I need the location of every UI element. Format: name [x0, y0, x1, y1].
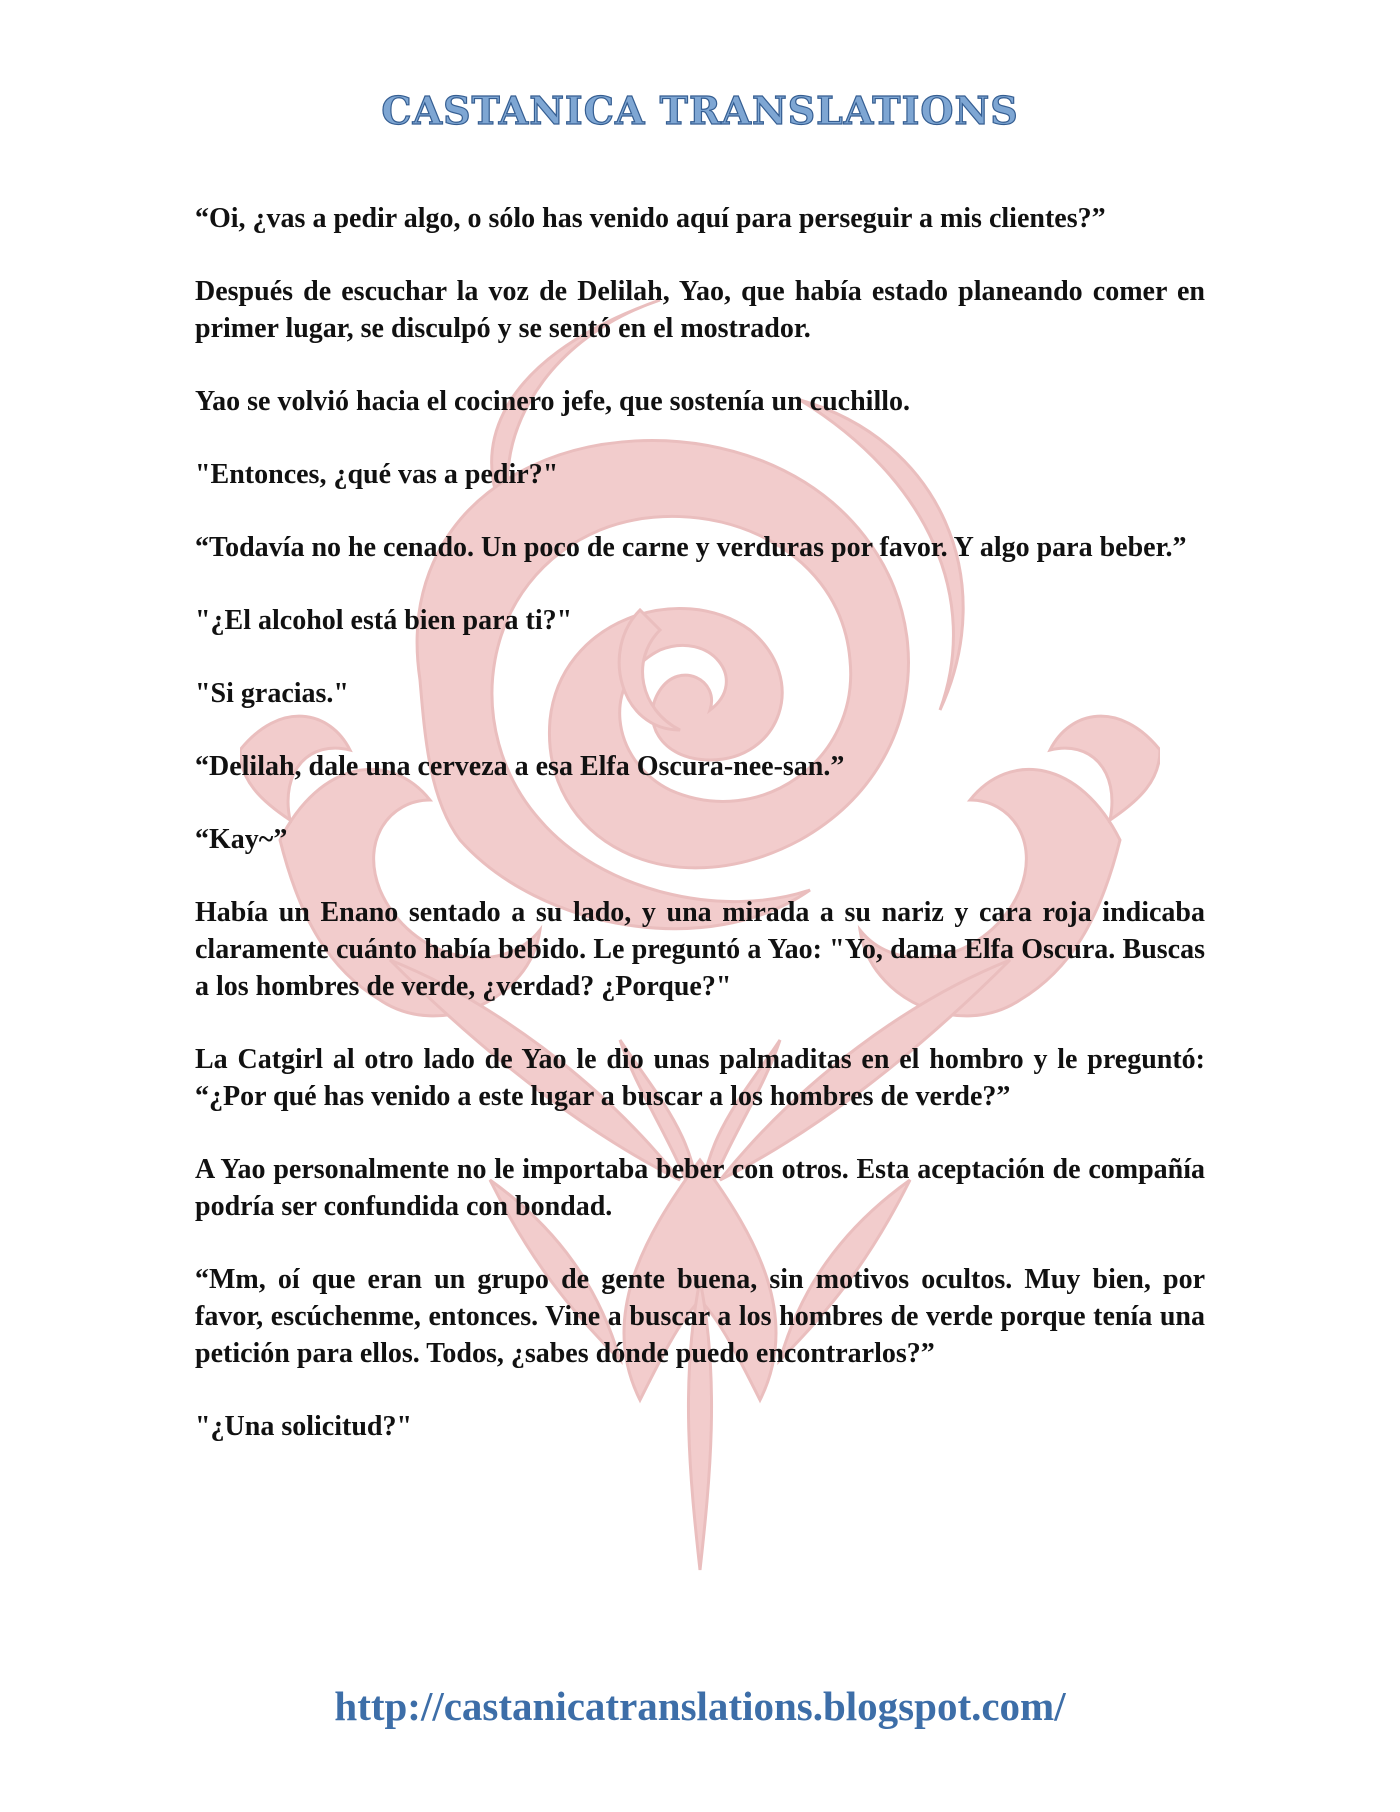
paragraph: “Todavía no he cenado. Un poco de carne y verduras por favor. Y algo para beber.”: [195, 532, 1187, 563]
paragraph: “Oi, ¿vas a pedir algo, o sólo has venido aquí para perseguir a mis clientes?”: [195, 203, 1106, 234]
paragraph: Después de escuchar la voz de Delilah, Yao, que había estado planeando comer en primer lugar, se disculpó y se sentó en el mostrador.: [195, 276, 1205, 344]
paragraph: "¿El alcohol está bien para ti?": [195, 605, 573, 636]
footer-url-link[interactable]: http://castanicatranslations.blogspot.com/: [334, 1683, 1066, 1729]
paragraph: "Entonces, ¿qué vas a pedir?": [195, 459, 559, 490]
paragraph: “Kay~”: [195, 824, 288, 855]
paragraph: “Mm, oí que eran un grupo de gente buena, sin motivos ocultos. Muy bien, por favor, escúchenme, entonces. Vine a buscar a los hombres de verde porque tenía una petición para ellos. Todos, ¿sabes dónde puedo encontrarlos?”: [195, 1264, 1205, 1369]
paragraph: Había un Enano sentado a su lado, y una mirada a su nariz y cara roja indicaba claramente cuánto había bebido. Le preguntó a Yao: "Yo, dama Elfa Oscura. Buscas a los hombres de verde, ¿verdad? ¿Porque?": [195, 897, 1205, 1002]
header-title: CASTANICA TRANSLATIONS: [381, 88, 1019, 133]
paragraph: La Catgirl al otro lado de Yao le dio unas palmaditas en el hombro y le preguntó: “¿Por qué has venido a este lugar a buscar a los hombres de verde?”: [195, 1044, 1205, 1112]
paragraph: "Si gracias.": [195, 678, 349, 709]
paragraph: “Delilah, dale una cerveza a esa Elfa Oscura-nee-san.”: [195, 751, 845, 782]
document-body: [195, 200, 1205, 1481]
paragraph: Yao se volvió hacia el cocinero jefe, que sostenía un cuchillo.: [195, 386, 910, 417]
paragraph: "¿Una solicitud?": [195, 1411, 413, 1442]
paragraph: A Yao personalmente no le importaba beber con otros. Esta aceptación de compañía podría ser confundida con bondad.: [195, 1154, 1205, 1222]
